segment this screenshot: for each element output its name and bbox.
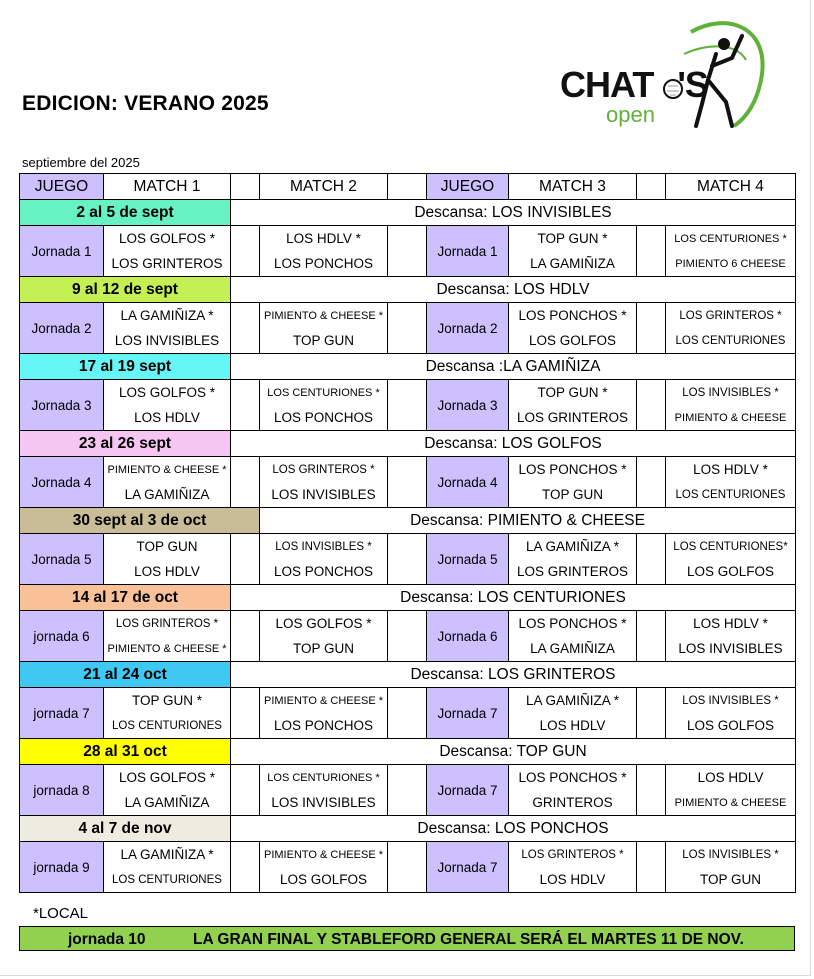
match-1-team: LOS HDLV [104, 559, 231, 585]
spacer-cell [388, 842, 427, 893]
rest-team: Descansa: LOS INVISIBLES [231, 200, 796, 226]
week-row [20, 431, 796, 457]
match-row [20, 611, 796, 637]
spacer-cell [637, 688, 666, 739]
jornada-label-right: Jornada 7 [427, 765, 509, 816]
week-row [20, 277, 796, 303]
match-1-team: LA GAMIÑIZA * [104, 303, 231, 329]
spacer-cell [637, 380, 666, 431]
spacer-cell [231, 226, 260, 277]
header-match-1: MATCH 1 [104, 174, 231, 200]
week-date: 28 al 31 oct [20, 739, 231, 765]
spacer-cell [637, 842, 666, 893]
week-date: 23 al 26 sept [20, 431, 231, 457]
jornada-label-left: Jornada 1 [20, 226, 104, 277]
spacer-cell [637, 303, 666, 354]
match-row [20, 765, 796, 791]
spacer-cell [231, 842, 260, 893]
match-2-team: LOS PONCHOS [260, 251, 388, 277]
match-4-team: LOS HDLV * [666, 457, 796, 483]
logo-wordmark: CHAT 'S [560, 64, 708, 105]
match-4-team: LOS GOLFOS [666, 559, 796, 585]
jornada-label-left: Jornada 3 [20, 380, 104, 431]
spacer-cell [388, 765, 427, 816]
chatos-open-logo [556, 14, 768, 134]
match-4-team: LOS CENTURIONES * [666, 226, 796, 252]
header-juego-left: JUEGO [20, 174, 104, 200]
match-2-team: LOS HDLV * [260, 226, 388, 252]
header-row [20, 174, 796, 200]
match-1-team: LOS INVISIBLES [104, 328, 231, 354]
week-row [20, 508, 796, 534]
spacer-cell [388, 174, 427, 200]
spacer-cell [231, 303, 260, 354]
match-4-team: LOS INVISIBLES * [666, 380, 796, 406]
match-4-team: LOS CENTURIONES* [666, 534, 796, 560]
rest-team: Descansa: PIMIENTO & CHEESE [260, 508, 796, 534]
rest-team: Descansa: LOS GRINTEROS [231, 662, 796, 688]
week-row [20, 816, 796, 842]
spacer-cell [637, 765, 666, 816]
match-4-team: PIMIENTO & CHEESE [666, 790, 796, 816]
match-2-team: LOS INVISIBLES [260, 482, 388, 508]
match-2-team: LOS PONCHOS [260, 713, 388, 739]
week-row [20, 739, 796, 765]
match-4-team: LOS GOLFOS [666, 713, 796, 739]
match-row [20, 534, 796, 560]
match-4-team: LOS INVISIBLES * [666, 688, 796, 714]
spacer-cell [231, 611, 260, 662]
header-match-3: MATCH 3 [509, 174, 637, 200]
match-3-team: LOS PONCHOS * [509, 765, 637, 791]
final-jornada: jornada 10 [68, 931, 146, 948]
match-4-team: LOS INVISIBLES * [666, 842, 796, 868]
match-3-team: LOS PONCHOS * [509, 611, 637, 637]
match-4-team: LOS HDLV * [666, 611, 796, 637]
week-date: 21 al 24 oct [20, 662, 231, 688]
match-2-team: LOS GOLFOS * [260, 611, 388, 637]
spacer-cell [637, 611, 666, 662]
jornada-label-left: jornada 6 [20, 611, 104, 662]
jornada-label-right: Jornada 2 [427, 303, 509, 354]
week-date: 9 al 12 de sept [20, 277, 231, 303]
match-row [20, 457, 796, 483]
match-row [20, 688, 796, 714]
match-1-team: LOS CENTURIONES [104, 867, 231, 893]
match-2-team: LOS PONCHOS [260, 405, 388, 431]
local-note: *LOCAL [33, 905, 89, 922]
match-3-team: LOS GOLFOS [509, 328, 637, 354]
match-3-team: LOS PONCHOS * [509, 457, 637, 483]
spacer-cell [231, 174, 260, 200]
match-3-team: TOP GUN * [509, 380, 637, 406]
match-2-team: TOP GUN [260, 636, 388, 662]
match-2-team: LOS INVISIBLES [260, 790, 388, 816]
spacer-cell [388, 534, 427, 585]
week-row [20, 585, 796, 611]
match-3-team: LA GAMIÑIZA [509, 251, 637, 277]
spacer-cell [231, 765, 260, 816]
week-date: 30 sept al 3 de oct [20, 508, 260, 534]
match-1-team: LA GAMIÑIZA [104, 482, 231, 508]
match-2-team: LOS INVISIBLES * [260, 534, 388, 560]
match-1-team: LOS GRINTEROS * [104, 611, 231, 637]
match-3-team: TOP GUN [509, 482, 637, 508]
match-4-team: LOS HDLV [666, 765, 796, 791]
spacer-cell [388, 380, 427, 431]
match-2-team: LOS CENTURIONES * [260, 380, 388, 406]
week-row [20, 354, 796, 380]
week-row [20, 662, 796, 688]
match-3-team: LA GAMIÑIZA * [509, 534, 637, 560]
jornada-label-left: jornada 8 [20, 765, 104, 816]
match-3-team: LOS HDLV [509, 713, 637, 739]
match-4-team: LOS GRINTEROS * [666, 303, 796, 329]
match-row [20, 380, 796, 406]
match-1-team: LOS CENTURIONES [104, 713, 231, 739]
match-row [20, 303, 796, 329]
match-2-team: LOS GRINTEROS * [260, 457, 388, 483]
jornada-label-left: jornada 7 [20, 688, 104, 739]
match-1-team: LOS HDLV [104, 405, 231, 431]
match-1-team: LOS GOLFOS * [104, 765, 231, 791]
match-1-team: LOS GOLFOS * [104, 380, 231, 406]
spacer-cell [231, 457, 260, 508]
header-match-4: MATCH 4 [666, 174, 796, 200]
month-label: septiembre del 2025 [22, 155, 140, 170]
match-1-team: LOS GRINTEROS [104, 251, 231, 277]
spacer-cell [388, 303, 427, 354]
spacer-cell [637, 457, 666, 508]
rest-team: Descansa: TOP GUN [231, 739, 796, 765]
match-3-team: GRINTEROS [509, 790, 637, 816]
match-4-team: TOP GUN [666, 867, 796, 893]
edition-title: EDICION: VERANO 2025 [22, 92, 269, 115]
final-text: LA GRAN FINAL Y STABLEFORD GENERAL SERÁ EL MARTES 11 DE NOV. [193, 931, 744, 948]
jornada-label-right: Jornada 7 [427, 842, 509, 893]
rest-team: Descansa: LOS HDLV [231, 277, 796, 303]
match-2-team: TOP GUN [260, 328, 388, 354]
match-1-team: TOP GUN * [104, 688, 231, 714]
jornada-label-right: Jornada 4 [427, 457, 509, 508]
jornada-label-right: Jornada 5 [427, 534, 509, 585]
match-row [20, 226, 796, 252]
match-2-team: LOS CENTURIONES * [260, 765, 388, 791]
week-date: 4 al 7 de nov [20, 816, 231, 842]
jornada-label-left: Jornada 5 [20, 534, 104, 585]
match-2-team: PIMIENTO & CHEESE * [260, 842, 388, 868]
match-2-team: LOS GOLFOS [260, 867, 388, 893]
match-3-team: TOP GUN * [509, 226, 637, 252]
match-1-team: PIMIENTO & CHEESE * [104, 457, 231, 483]
jornada-label-right: Jornada 6 [427, 611, 509, 662]
match-3-team: LOS GRINTEROS [509, 559, 637, 585]
match-3-team: LOS HDLV [509, 867, 637, 893]
match-row [20, 842, 796, 868]
spacer-cell [231, 534, 260, 585]
match-2-team: PIMIENTO & CHEESE * [260, 303, 388, 329]
header-juego-right: JUEGO [427, 174, 509, 200]
spacer-cell [231, 380, 260, 431]
match-1-team: LOS GOLFOS * [104, 226, 231, 252]
jornada-label-right: Jornada 1 [427, 226, 509, 277]
match-1-team: PIMIENTO & CHEESE * [104, 636, 231, 662]
week-date: 2 al 5 de sept [20, 200, 231, 226]
match-3-team: LA GAMIÑIZA [509, 636, 637, 662]
week-row [20, 200, 796, 226]
spacer-cell [637, 226, 666, 277]
spacer-cell [231, 688, 260, 739]
rest-team: Descansa: LOS GOLFOS [231, 431, 796, 457]
match-3-team: LOS GRINTEROS * [509, 842, 637, 868]
spacer-cell [388, 611, 427, 662]
match-1-team: LA GAMIÑIZA * [104, 842, 231, 868]
jornada-label-left: Jornada 4 [20, 457, 104, 508]
week-date: 14 al 17 de oct [20, 585, 231, 611]
logo-subtitle: open [606, 102, 655, 127]
match-1-team: LA GAMIÑIZA [104, 790, 231, 816]
match-4-team: LOS CENTURIONES [666, 482, 796, 508]
final-banner [19, 926, 795, 951]
spacer-cell [637, 534, 666, 585]
schedule-table [19, 173, 796, 893]
match-2-team: LOS PONCHOS [260, 559, 388, 585]
match-3-team: LOS GRINTEROS [509, 405, 637, 431]
match-4-team: LOS INVISIBLES [666, 636, 796, 662]
match-4-team: PIMIENTO & CHEESE [666, 405, 796, 431]
match-1-team: TOP GUN [104, 534, 231, 560]
match-2-team: PIMIENTO & CHEESE * [260, 688, 388, 714]
rest-team: Descansa :LA GAMIÑIZA [231, 354, 796, 380]
header-match-2: MATCH 2 [260, 174, 388, 200]
spacer-cell [388, 226, 427, 277]
rest-team: Descansa: LOS PONCHOS [231, 816, 796, 842]
jornada-label-right: Jornada 3 [427, 380, 509, 431]
rest-team: Descansa: LOS CENTURIONES [231, 585, 796, 611]
week-date: 17 al 19 sept [20, 354, 231, 380]
match-3-team: LA GAMIÑIZA * [509, 688, 637, 714]
jornada-label-right: Jornada 7 [427, 688, 509, 739]
spacer-cell [637, 174, 666, 200]
jornada-label-left: jornada 9 [20, 842, 104, 893]
match-4-team: PIMIENTO 6 CHEESE [666, 251, 796, 277]
match-4-team: LOS CENTURIONES [666, 328, 796, 354]
jornada-label-left: Jornada 2 [20, 303, 104, 354]
spacer-cell [388, 688, 427, 739]
match-3-team: LOS PONCHOS * [509, 303, 637, 329]
spacer-cell [388, 457, 427, 508]
